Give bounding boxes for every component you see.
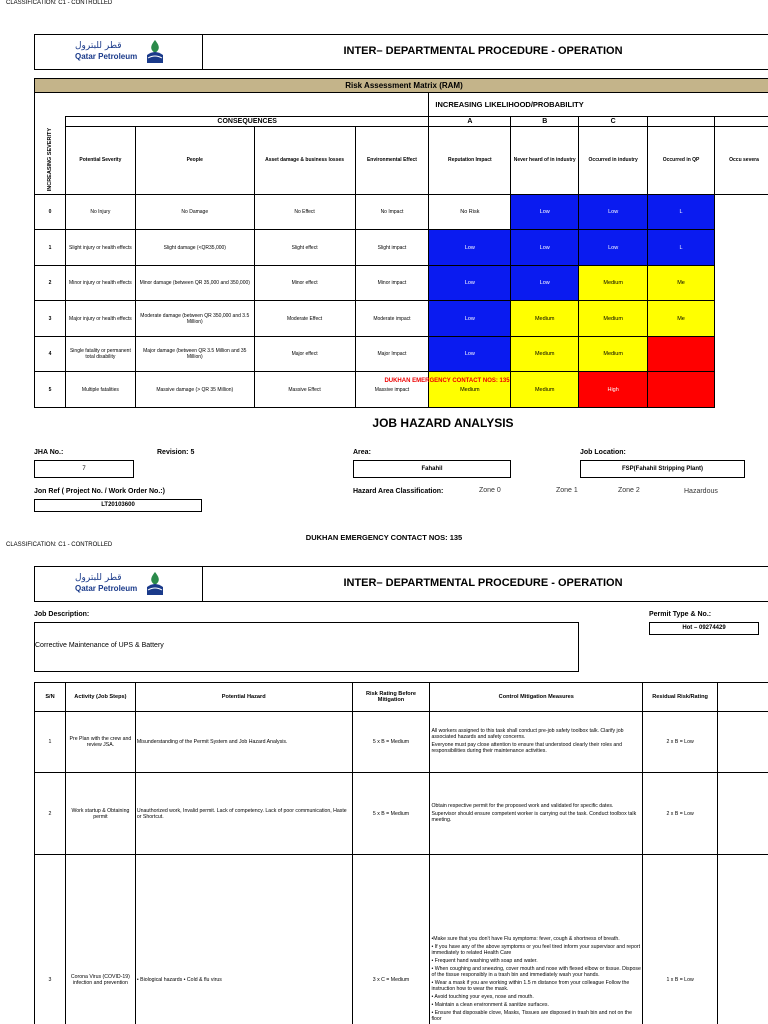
env-cell: Massive Effect bbox=[254, 372, 355, 408]
likelihood-cell-a: Low bbox=[429, 265, 511, 301]
asset-cell: Massive damage (> QR 35 Million) bbox=[135, 372, 254, 408]
likelihood-letter-b: B bbox=[511, 117, 579, 127]
likelihood-letter-d bbox=[648, 117, 715, 127]
hazard-area-label: Hazard Area Classification: bbox=[353, 488, 444, 495]
likelihood-cell-d: L bbox=[648, 194, 715, 230]
likelihood-cell-c: Low bbox=[579, 230, 648, 266]
severity-cell: 2 bbox=[35, 265, 66, 301]
likelihood-title: INCREASING LIKELIHOOD/PROBABILITY bbox=[429, 93, 768, 117]
likelihood-cell-b: Low bbox=[511, 265, 579, 301]
ram-row bbox=[35, 301, 768, 337]
sn-cell: 2 bbox=[35, 773, 66, 855]
asset-cell: Minor damage (between QR 35,000 and 350,000) bbox=[135, 265, 254, 301]
zone-2: Zone 2 bbox=[618, 487, 640, 494]
hazard-cell: Misunderstanding of the Permit System and Job Hazard Analysis. bbox=[135, 712, 352, 773]
likelihood-cell-b: Medium bbox=[511, 301, 579, 337]
rating-cell: 3 x C = Medium bbox=[352, 855, 430, 1024]
env-cell: Minor effect bbox=[254, 265, 355, 301]
hazard-cell: Unauthorized work, Invalid permit. Lack of competency. Lack of poor communication, Haste or Shortcut. bbox=[135, 773, 352, 855]
activity-cell: Work startup & Obtaining permit bbox=[65, 773, 135, 855]
rating-cell: 5 x B = Medium bbox=[352, 773, 430, 855]
people-cell: No Injury bbox=[65, 194, 135, 230]
ram-row bbox=[35, 230, 768, 266]
qatar-petroleum-logo-icon bbox=[143, 571, 167, 597]
job-description-label: Job Description: bbox=[34, 611, 90, 618]
col-asset-damage: Asset damage & business losses bbox=[254, 127, 355, 195]
asset-cell: Slight damage (<QR35,000) bbox=[135, 230, 254, 266]
consequences-title: CONSEQUENCES bbox=[65, 117, 428, 127]
likelihood-cell-a: Low bbox=[429, 336, 511, 372]
job-description-field: Corrective Maintenance of UPS & Battery bbox=[34, 622, 579, 672]
col-risk-rating: Risk Rating Before Mitigation bbox=[352, 683, 430, 712]
measures-cell bbox=[430, 712, 643, 773]
col-never-heard: Never heard of in industry bbox=[511, 127, 579, 195]
classification-label: CLASSIFICATION: C1 - CONTROLLED bbox=[6, 0, 113, 6]
likelihood-cell-c: High bbox=[579, 372, 648, 408]
rating-cell: 5 x B = Medium bbox=[352, 712, 430, 773]
ram-row bbox=[35, 336, 768, 372]
residual-cell: 1 x B = Low bbox=[643, 855, 718, 1024]
table-row bbox=[35, 855, 768, 1024]
col-residual-rating: Residual Risk/Rating bbox=[643, 683, 718, 712]
revision-label: Revision: 5 bbox=[157, 449, 195, 456]
ram-title: Risk Assessment Matrix (RAM) bbox=[35, 79, 768, 93]
sn-cell: 3 bbox=[35, 855, 66, 1024]
likelihood-cell-b: Low bbox=[511, 194, 579, 230]
col-activity: Activity (Job Steps) bbox=[65, 683, 135, 712]
ram-row bbox=[35, 265, 768, 301]
col-extra bbox=[718, 683, 768, 712]
header-title: INTER– DEPARTMENTAL PROCEDURE - OPERATION bbox=[343, 45, 623, 57]
measure-item: Supervisor should ensure competent worker is carrying out the task. Conduct toolbox talk meeting. bbox=[431, 810, 637, 823]
table-row bbox=[35, 712, 768, 773]
col-reputation-impact: Reputation Impact bbox=[429, 127, 511, 195]
env-cell: Moderate Effect bbox=[254, 301, 355, 337]
header-title-page2: INTER– DEPARTMENTAL PROCEDURE - OPERATION bbox=[343, 577, 623, 589]
area-label: Area: bbox=[353, 449, 371, 456]
logo-english-page2: Qatar Petroleum bbox=[75, 584, 138, 593]
emergency-contact: DUKHAN EMERGENCY CONTACT NOS: 135 bbox=[384, 378, 510, 384]
env-cell: Major effect bbox=[254, 336, 355, 372]
measure-item: Everyone must pay close attention to ensure that understood clearly their roles and responsibilities during their maintenance activities. bbox=[431, 742, 623, 754]
col-sn: S/N bbox=[35, 683, 66, 712]
area-field: Fahahil bbox=[353, 460, 511, 478]
col-occurred-qp: Occurred in QP bbox=[648, 127, 715, 195]
hazard-cell: • Biological hazards • Cold & flu virus bbox=[135, 855, 352, 1024]
extra-cell bbox=[718, 855, 768, 1024]
measure-item: • Wear a mask if you are working within 1.5 m distance from your colleague Follow the instruction how to wear the mask. bbox=[431, 979, 630, 992]
document-header bbox=[34, 34, 768, 70]
likelihood-cell-c: Medium bbox=[579, 336, 648, 372]
likelihood-letter-a: A bbox=[429, 117, 511, 127]
reputation-cell: Major Impact bbox=[355, 336, 429, 372]
asset-cell: No Damage bbox=[135, 194, 254, 230]
likelihood-cell-a: No Risk bbox=[429, 194, 511, 230]
severity-cell: 1 bbox=[35, 230, 66, 266]
people-cell: Slight injury or health effects bbox=[65, 230, 135, 266]
qatar-petroleum-logo-icon bbox=[143, 39, 167, 65]
likelihood-cell-d: Me bbox=[648, 301, 715, 337]
measures-cell bbox=[430, 773, 643, 855]
activity-cell: Corona Virus (COVID-19) infection and prevention bbox=[65, 855, 135, 1024]
jha-no-field: 7 bbox=[34, 460, 134, 478]
col-potential-hazard: Potential Hazard bbox=[135, 683, 352, 712]
permit-label: Permit Type & No.: bbox=[649, 611, 712, 618]
logo-arabic-page2: قطر للبترول bbox=[75, 573, 122, 583]
people-cell: Single fatality or permanent total disability bbox=[65, 336, 135, 372]
zone-1: Zone 1 bbox=[556, 487, 578, 494]
ram-blank-header bbox=[35, 93, 429, 117]
zone-0: Zone 0 bbox=[479, 487, 501, 494]
job-ref-label: Jon Ref ( Project No. / Work Order No.:) bbox=[34, 488, 165, 495]
ram-row bbox=[35, 194, 768, 230]
permit-field: Hot – 09274429 bbox=[649, 622, 759, 635]
ram-spacer bbox=[35, 117, 66, 127]
classification-label-page2: CLASSIFICATION: C1 - CONTROLLED bbox=[6, 542, 113, 548]
measure-item: •Make sure that you don't have Flu symptoms: fever, cough & shortness of breath. bbox=[431, 935, 620, 942]
job-location-field: FSP(Fahahil Stripping Plant) bbox=[580, 460, 745, 478]
col-occurred-industry: Occurred in industry bbox=[579, 127, 648, 195]
likelihood-cell-c: Medium bbox=[579, 265, 648, 301]
people-cell: Minor injury or health effects bbox=[65, 265, 135, 301]
asset-cell: Major damage (between QR 3.5 Million and 35 Million) bbox=[135, 336, 254, 372]
measure-item: • Ensure that disposable clove, Masks, Tissues are disposed in trash bin and not on the floor bbox=[431, 1009, 632, 1022]
likelihood-cell-a: Medium bbox=[429, 372, 511, 408]
risk-assessment-matrix bbox=[34, 78, 768, 408]
logo-cell-page2 bbox=[35, 567, 203, 601]
extra-cell bbox=[718, 712, 768, 773]
residual-cell: 2 x B = Low bbox=[643, 712, 718, 773]
logo-cell bbox=[35, 35, 203, 69]
document-header-page2 bbox=[34, 566, 768, 602]
reputation-cell: Moderate impact bbox=[355, 301, 429, 337]
jha-title: JOB HAZARD ANALYSIS bbox=[372, 416, 514, 430]
col-environmental-effect: Environmental Effect bbox=[355, 127, 429, 195]
measure-item: • Maintain a clean environment & sanitize surfaces. bbox=[431, 1001, 549, 1008]
measure-item: • Frequent hand washing with soap and water. bbox=[431, 957, 538, 964]
likelihood-cell-b: Low bbox=[511, 230, 579, 266]
likelihood-cell-c: Low bbox=[579, 194, 648, 230]
footer-emergency: DUKHAN EMERGENCY CONTACT NOS: 135 bbox=[305, 533, 463, 542]
reputation-cell: Slight impact bbox=[355, 230, 429, 266]
measure-item: • If you have any of the above symptoms or you feel tired inform your supervisor and report immediately to related Health Care bbox=[431, 943, 641, 956]
col-control-measures: Control Mitigation Measures bbox=[430, 683, 643, 712]
severity-cell: 5 bbox=[35, 372, 66, 408]
activity-cell: Pre Plan with the crew and review JSA. bbox=[65, 712, 135, 773]
reputation-cell: No Impact bbox=[355, 194, 429, 230]
env-cell: Slight effect bbox=[254, 230, 355, 266]
table-row bbox=[35, 773, 768, 855]
jha-no-label: JHA No.: bbox=[34, 449, 64, 456]
logo-arabic: قطر للبترول bbox=[75, 41, 122, 51]
col-people: People bbox=[135, 127, 254, 195]
col-occurred-several: Occu severa bbox=[715, 127, 768, 195]
severity-label: INCREASING SEVERITY bbox=[46, 127, 53, 191]
measures-cell bbox=[430, 855, 643, 1024]
severity-cell: 0 bbox=[35, 194, 66, 230]
measure-item: Obtain respective permit for the proposed work and validated for specific dates. bbox=[431, 802, 614, 809]
logo-english: Qatar Petroleum bbox=[75, 52, 138, 61]
likelihood-cell-d: L bbox=[648, 230, 715, 266]
measure-item: • When coughing and sneezing, cover mouth and nose with flexed elbow or tissue. Dispose of the tissue responsibly in a trash bin and immediately wash your hands. bbox=[431, 965, 641, 978]
residual-cell: 2 x B = Low bbox=[643, 773, 718, 855]
zone-hazardous: Hazardous bbox=[684, 488, 718, 495]
likelihood-cell-a: Low bbox=[429, 301, 511, 337]
measure-item: • Avoid touching your eyes, nose and mouth. bbox=[431, 993, 534, 1000]
job-ref-field: LT20103600 bbox=[34, 499, 202, 512]
sn-cell: 1 bbox=[35, 712, 66, 773]
likelihood-cell-b: Medium bbox=[511, 372, 579, 408]
severity-axis bbox=[35, 127, 66, 195]
col-potential-severity: Potential Severity bbox=[65, 127, 135, 195]
job-hazard-table bbox=[34, 682, 768, 1024]
job-location-label: Job Location: bbox=[580, 449, 626, 456]
likelihood-cell-d: Me bbox=[648, 265, 715, 301]
env-cell: No Effect bbox=[254, 194, 355, 230]
extra-cell bbox=[718, 773, 768, 855]
reputation-cell: Minor impact bbox=[355, 265, 429, 301]
measure-item: All workers assigned to this task shall conduct pre-job safety toolbox talk. Clarify job associated hazards and safety concerns. bbox=[431, 728, 624, 740]
likelihood-letter-c: C bbox=[579, 117, 648, 127]
likelihood-cell-a: Low bbox=[429, 230, 511, 266]
reputation-cell: Massive impact bbox=[355, 372, 429, 408]
likelihood-cell-d bbox=[648, 336, 715, 372]
likelihood-cell-c: Medium bbox=[579, 301, 648, 337]
likelihood-cell-b: Medium bbox=[511, 336, 579, 372]
severity-cell: 3 bbox=[35, 301, 66, 337]
people-cell: Multiple fatalities bbox=[65, 372, 135, 408]
people-cell: Major injury or health effects bbox=[65, 301, 135, 337]
asset-cell: Moderate damage (between QR 350,000 and 3.5 Million) bbox=[135, 301, 254, 337]
severity-cell: 4 bbox=[35, 336, 66, 372]
